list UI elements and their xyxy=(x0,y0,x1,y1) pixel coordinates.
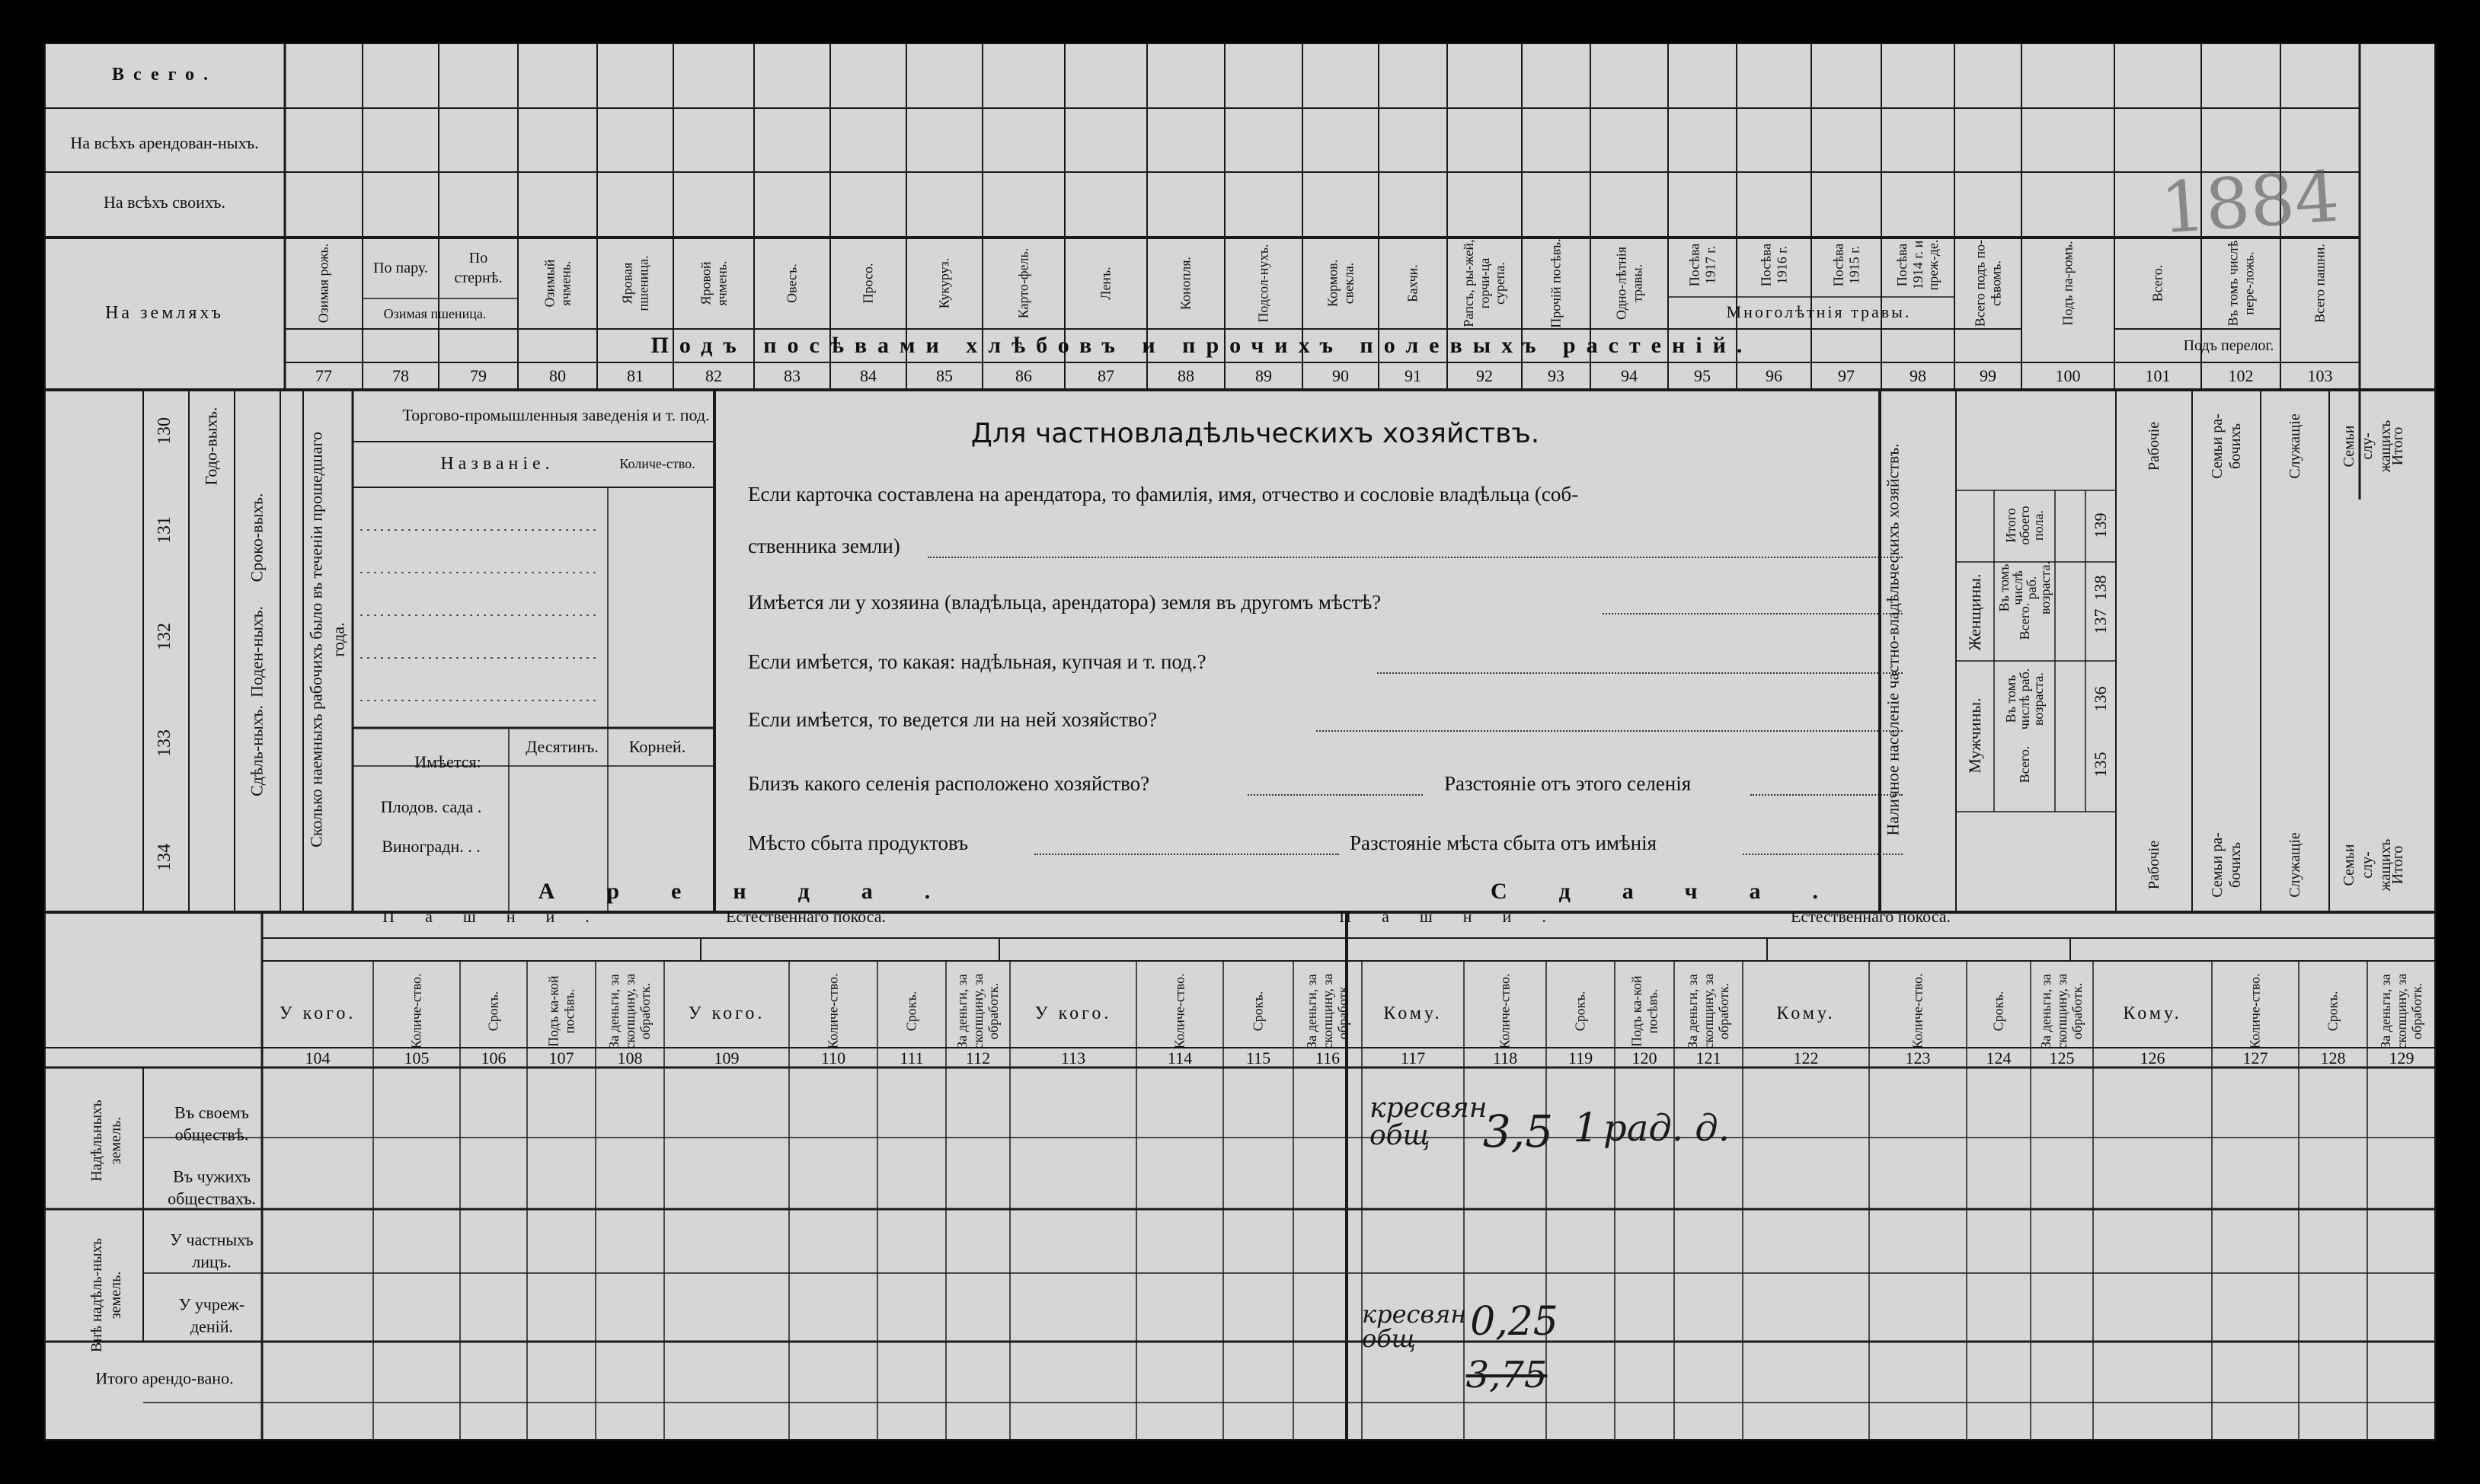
population-col-number: 137 xyxy=(2091,608,2110,634)
lease-col-header: Кому. xyxy=(2123,1004,2182,1023)
sublease-arable-label: Пашни. xyxy=(1339,907,1577,926)
lease-col-header: Срокъ. xyxy=(1990,991,2006,1032)
column-number: 103 xyxy=(2307,366,2333,385)
lease-column-number: 125 xyxy=(2049,1048,2075,1068)
lease-column-number: 112 xyxy=(965,1048,991,1068)
crop-col-header: Яровая пшеница. xyxy=(619,255,650,311)
lease-col-header: Количе-ство. xyxy=(408,973,424,1049)
crop-col-header: Прочій посѣвъ. xyxy=(1548,238,1564,328)
lease-column-number: 129 xyxy=(2389,1048,2414,1068)
lease-column-number: 119 xyxy=(1568,1048,1593,1068)
crop-col-header: Овесъ. xyxy=(784,263,800,303)
lease-col-header: За деньги, за скопщину, за обработк. xyxy=(2037,973,2085,1049)
lease-col-header: Количе-ство. xyxy=(825,973,841,1049)
crop-col-header: Посѣва 1916 г. xyxy=(1758,243,1789,287)
worker-col-number: 132 xyxy=(155,623,174,650)
lease-col-header: Количе-ство. xyxy=(2247,973,2263,1049)
column-number: 95 xyxy=(1694,366,1711,385)
population-category-bottom: Итого xyxy=(2389,845,2406,885)
orchard-label: Плодов. сада . xyxy=(380,797,482,816)
lease-col-header: Срокъ. xyxy=(1572,991,1588,1032)
row-label-own: На всѣхъ своихъ. xyxy=(104,193,225,212)
q-other-land: Имѣется ли у хозяина (владѣльца, арендатора) земля въ другомъ мѣстѣ? xyxy=(748,591,1382,614)
men-label: Мужчины. xyxy=(1965,697,1984,774)
women-working-age-label: Въ томъ числѣ раб. возраста. xyxy=(1996,560,2053,615)
handwritten-r4-qty: 0,25 xyxy=(1470,1299,1558,1345)
crop-col-header: Яровой ячмень. xyxy=(698,260,729,306)
worker-col-number: 131 xyxy=(155,516,174,544)
lease-column-number: 106 xyxy=(481,1048,507,1068)
population-category-top: Служащіе xyxy=(2287,413,2303,479)
lease-column-number: 124 xyxy=(1986,1048,2012,1068)
crop-col-header: Кормов. свекла. xyxy=(1325,259,1356,308)
column-number: 93 xyxy=(1548,366,1564,385)
column-number: 83 xyxy=(784,366,801,385)
worker-col-number: 133 xyxy=(155,729,174,757)
lease-column-number: 127 xyxy=(2242,1048,2268,1068)
vineyard-label: Виноградн. . . xyxy=(382,837,481,856)
lease-column-number: 117 xyxy=(1400,1048,1426,1068)
crop-col-header: По пару. xyxy=(373,260,428,276)
population-side-label: Наличное населеніе частно-владѣльческихъ хозяйствъ. xyxy=(1883,443,1903,836)
crop-col-header: Одно-лѣтнія травы. xyxy=(1613,246,1644,321)
column-number: 80 xyxy=(549,366,566,385)
row-label-on-lands: На земляхъ xyxy=(105,303,224,323)
lease-title: Аренда. xyxy=(538,879,983,904)
handwritten-r1-who: кресвян общ xyxy=(1369,1093,1488,1151)
trade-title: Торгово-промышленныя заведенія и т. под. xyxy=(402,405,710,425)
lease-column-number: 111 xyxy=(900,1048,924,1068)
crop-col-header: Подсол-нухъ. xyxy=(1255,244,1271,323)
row-label-rented: На всѣхъ арендован-ныхъ. xyxy=(70,133,259,152)
answer-line-village[interactable] xyxy=(1248,794,1423,796)
lease-column-number: 122 xyxy=(1793,1048,1819,1068)
row-own-community: Въ своемъ обществѣ. xyxy=(174,1103,249,1144)
dessiatines-header: Десятинъ. xyxy=(526,737,599,756)
column-number: 91 xyxy=(1405,366,1421,385)
allotment-lands-label: Надѣльныхъ земель. xyxy=(88,1099,124,1182)
population-col-number: 136 xyxy=(2091,686,2110,712)
column-number: 101 xyxy=(2145,366,2171,385)
row-other-communities: Въ чужихъ обществахъ. xyxy=(168,1166,256,1208)
q-distance-market: Разстояніе мѣста сбыта отъ имѣнія xyxy=(1350,831,1657,854)
lease-col-header: За деньги, за скопщину, за обработк. xyxy=(2377,973,2425,1049)
column-number: 102 xyxy=(2228,366,2254,385)
lease-column-number: 128 xyxy=(2320,1048,2346,1068)
lease-column-number: 115 xyxy=(1245,1048,1271,1068)
population-col-number: 139 xyxy=(2091,512,2110,538)
column-number: 81 xyxy=(627,366,644,385)
lease-column-number: 104 xyxy=(305,1048,331,1068)
q-farming: Если имѣется, то ведется ли на ней хозяйство? xyxy=(748,708,1158,731)
lease-col-header: Количе-ство. xyxy=(1497,973,1513,1049)
worker-col-number: 130 xyxy=(155,417,174,445)
crop-col-header: Посѣва 1917 г. xyxy=(1686,243,1718,287)
column-number: 97 xyxy=(1838,366,1855,385)
handwritten-r1-term: 1 xyxy=(1573,1106,1599,1151)
row-label-total: Всего. xyxy=(112,65,217,85)
crop-col-header: Карто-фель. xyxy=(1015,247,1031,319)
column-number: 96 xyxy=(1766,366,1782,385)
population-category-bottom: Семьи ра-бочихъ xyxy=(2209,832,2244,898)
worker-type-label: Сдѣль-ныхъ. xyxy=(247,705,267,796)
has-label: Имѣется: xyxy=(414,752,481,771)
population-category-top: Семьи ра-бочихъ xyxy=(2209,413,2244,479)
q-land-type: Если имѣется, то какая: надѣльная, купчая и т. под.? xyxy=(748,650,1206,673)
row-private-persons: У частныхъ лицъ. xyxy=(170,1230,254,1271)
hired-workers-side-label: Сколько наемныхъ рабочихъ было въ теченіи прошедшаго года. xyxy=(306,432,347,847)
column-number: 98 xyxy=(1910,366,1926,385)
q-near-village: Близъ какого селенія расположено хозяйство? xyxy=(748,772,1150,795)
population-category-top: Семьи слу-жащихъ xyxy=(2341,420,2394,473)
fallow-label: Подъ перелог. xyxy=(2183,337,2274,354)
lease-column-number: 123 xyxy=(1905,1048,1931,1068)
total-both-sexes-label: Итого обоего пола. xyxy=(2003,506,2046,545)
lease-col-header: Кому. xyxy=(1383,1004,1443,1023)
lease-col-header: У кого. xyxy=(1034,1004,1112,1023)
column-number: 88 xyxy=(1178,366,1194,385)
lease-column-number: 107 xyxy=(548,1048,574,1068)
column-number: 89 xyxy=(1255,366,1272,385)
lease-col-header: У кого. xyxy=(279,1004,356,1023)
population-col-number: 138 xyxy=(2091,575,2110,601)
lease-column-number: 110 xyxy=(820,1048,846,1068)
handwritten-r1-qty: 3,5 xyxy=(1482,1106,1554,1157)
answer-line-land-type[interactable] xyxy=(1377,672,1903,674)
crop-col-header: Всего подъ по-сѣвомъ. xyxy=(1972,239,2003,327)
lease-column-number: 109 xyxy=(714,1048,740,1068)
column-number: 100 xyxy=(2055,366,2081,385)
row-institutions: У учреж-деній. xyxy=(178,1294,245,1336)
population-col-number: 135 xyxy=(2091,752,2110,777)
form-grid-lines xyxy=(44,43,2436,1441)
column-number: 82 xyxy=(705,366,722,385)
crop-col-header: Бахчи. xyxy=(1405,264,1421,302)
lease-column-number: 113 xyxy=(1060,1048,1086,1068)
crop-col-header: По стернѣ. xyxy=(454,250,503,286)
crop-col-header: Озимая рожь. xyxy=(315,243,331,324)
crop-col-header: Въ томъ числѣ пере-ложь. xyxy=(2225,240,2256,327)
crop-col-header: Всего. xyxy=(2149,264,2165,302)
lease-col-header: Срокъ. xyxy=(1250,991,1266,1032)
lease-col-header: За деньги, за скопщину, за обработк. xyxy=(1303,973,1351,1049)
crop-col-header: Просо. xyxy=(860,263,876,304)
winter-wheat-label: Озимая пшеница. xyxy=(383,306,487,321)
lease-column-number: 120 xyxy=(1631,1048,1657,1068)
women-total-label: Всего. xyxy=(2017,602,2032,640)
trade-name-header: Названіе. xyxy=(440,454,554,474)
crop-col-header: Кукуруз. xyxy=(936,257,952,309)
lease-column-number: 108 xyxy=(617,1048,643,1068)
lease-col-header: Срокъ. xyxy=(2325,991,2341,1032)
column-number: 77 xyxy=(315,366,332,385)
answer-line-distance-market[interactable] xyxy=(1743,854,1903,855)
handwritten-total: 3,75 xyxy=(1465,1354,1548,1396)
men-working-age-label: Въ томъ числѣ раб. возраста. xyxy=(2003,668,2046,730)
answer-line-farming[interactable] xyxy=(1316,730,1903,732)
lease-col-header: За деньги, за скопщину, за обработк. xyxy=(954,973,1002,1049)
lease-column-number: 116 xyxy=(1315,1048,1341,1068)
population-category-bottom: Служащіе xyxy=(2287,832,2303,898)
q-distance-village: Разстояніе отъ этого селенія xyxy=(1444,772,1692,795)
lease-col-header: Подъ ка-кой посѣвъ. xyxy=(545,975,577,1047)
column-number: 87 xyxy=(1098,366,1114,385)
lease-arable-label: Пашни. xyxy=(382,907,620,926)
population-category-bottom: Рабочіе xyxy=(2146,840,2162,890)
crop-col-header: Рапсъ, ры-жей, горчи-ца сурепа. xyxy=(1460,239,1508,327)
lease-column-number: 126 xyxy=(2140,1048,2165,1068)
lease-col-header: За деньги, за скопщину, за обработк. xyxy=(606,973,654,1049)
column-number: 99 xyxy=(1980,366,1996,385)
lease-column-number: 105 xyxy=(404,1048,430,1068)
column-number: 78 xyxy=(392,366,409,385)
page-number-stamp: 1884 xyxy=(2158,155,2342,250)
worker-type-label: Поден-ныхъ. xyxy=(247,606,267,697)
lease-meadow-label: Естественнаго покоса. xyxy=(725,907,887,926)
population-category-bottom: Семьи слу-жащихъ xyxy=(2341,838,2394,892)
crop-col-header: Посѣва 1914 г. и преж-де. xyxy=(1894,239,1941,291)
population-category-top: Рабочіе xyxy=(2146,421,2162,471)
column-number: 90 xyxy=(1332,366,1349,385)
answer-line-market[interactable] xyxy=(1034,854,1339,855)
population-category-top: Итого xyxy=(2389,426,2406,466)
perennial-grasses-label: Многолѣтнія травы. xyxy=(1726,302,1912,321)
private-estates-title: Для частновладѣльческихъ хозяйствъ. xyxy=(970,418,1540,449)
q-owner-line2: ственника земли) xyxy=(748,535,900,557)
answer-line-owner[interactable] xyxy=(928,557,1903,558)
sublease-meadow-label: Естественнаго покоса. xyxy=(1790,907,1951,926)
handwritten-r4-who: кресвян общ xyxy=(1362,1300,1467,1353)
census-card xyxy=(44,43,2436,1441)
lease-col-header: Подъ ка-кой посѣвъ. xyxy=(1628,975,1660,1047)
non-allotment-lands-label: Внѣ надѣль-ныхъ земель. xyxy=(88,1238,124,1352)
men-total-label: Всего. xyxy=(2017,745,2032,783)
roots-header: Корней. xyxy=(628,737,686,756)
lease-column-number: 114 xyxy=(1167,1048,1193,1068)
trade-qty-header: Количе-ство. xyxy=(619,456,695,471)
column-number: 84 xyxy=(860,366,877,385)
lease-col-header: У кого. xyxy=(688,1004,765,1023)
lease-col-header: Кому. xyxy=(1776,1004,1836,1023)
sublease-title: Сдача. xyxy=(1490,879,1871,904)
lease-col-header: Количе-ство. xyxy=(1910,973,1926,1049)
worker-type-label: Сроко-выхъ. xyxy=(247,493,267,582)
worker-col-number: 134 xyxy=(155,844,174,871)
lease-column-number: 118 xyxy=(1492,1048,1518,1068)
crop-col-header: Ленъ. xyxy=(1098,266,1114,300)
lease-col-header: Срокъ. xyxy=(903,991,919,1032)
column-number: 79 xyxy=(470,366,487,385)
crop-col-header: Посѣва 1915 г. xyxy=(1830,243,1862,287)
crop-col-header: Конопля. xyxy=(1178,256,1194,311)
column-number: 94 xyxy=(1621,366,1638,385)
crop-col-header: Подъ па-ромъ. xyxy=(2060,241,2076,326)
column-number: 92 xyxy=(1476,366,1493,385)
row-total-leased: Итого арендо-вано. xyxy=(95,1368,234,1388)
answer-line-distance-village[interactable] xyxy=(1750,794,1903,796)
under-crops-label: Подъ посѣвами хлѣбовъ и прочихъ полевыхъ растеній. xyxy=(650,333,1753,358)
q-market: Мѣсто сбыта продуктовъ xyxy=(748,831,969,854)
worker-type-label: Годо-выхъ. xyxy=(201,407,221,486)
lease-col-header: Срокъ. xyxy=(485,991,501,1032)
crop-col-header: Озимый ячмень. xyxy=(542,259,573,308)
q-owner-line1: Если карточка составлена на арендатора, то фамилія, имя, отчество и сословіе владѣльца (соб- xyxy=(748,483,1579,506)
handwritten-r1-type: рад. д. xyxy=(1603,1107,1730,1150)
answer-line-other-land[interactable] xyxy=(1603,613,1903,614)
lease-column-number: 121 xyxy=(1695,1048,1721,1068)
lease-col-header: Количе-ство. xyxy=(1171,973,1187,1049)
column-number: 86 xyxy=(1015,366,1032,385)
lease-col-header: За деньги, за скопщину, за обработк. xyxy=(1684,973,1732,1049)
women-label: Женщины. xyxy=(1965,573,1984,651)
crop-col-header: Всего пашни. xyxy=(2312,244,2328,323)
column-number: 85 xyxy=(936,366,953,385)
